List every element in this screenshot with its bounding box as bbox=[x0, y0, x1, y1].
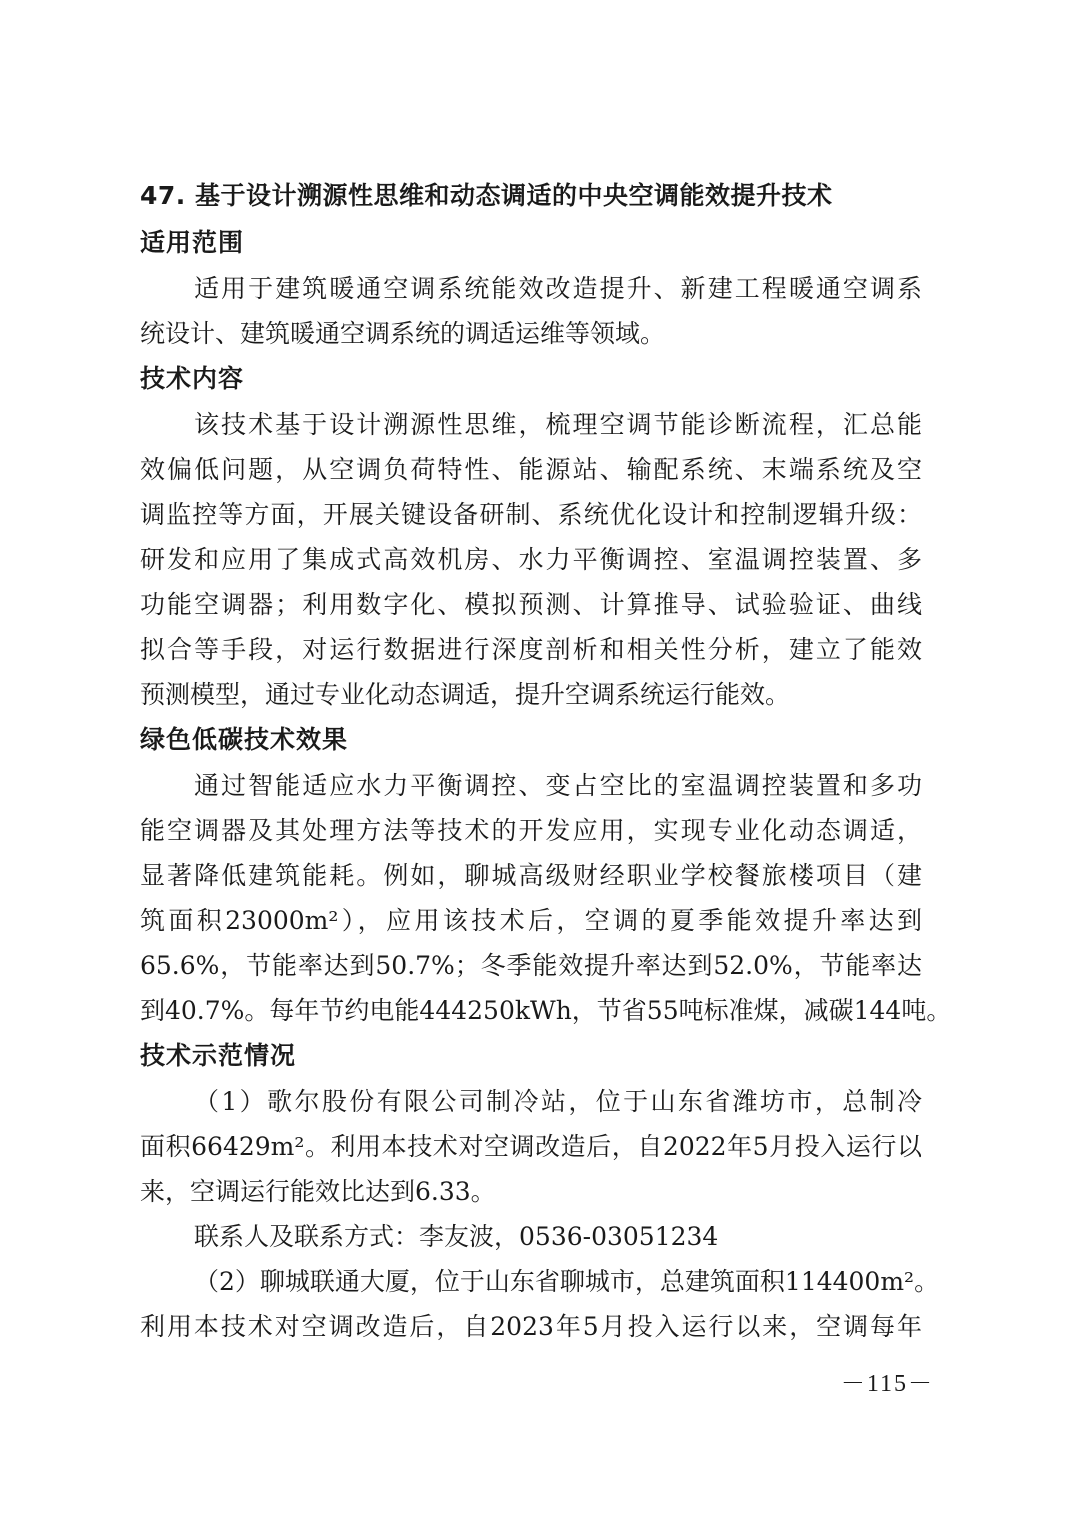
heading-effect: 绿色低碳技术效果 bbox=[140, 725, 349, 754]
text-line: 调监控等方面，开展关键设备研制、系统优化设计和控制逻辑升级： bbox=[140, 500, 922, 529]
paragraph-contact bbox=[140, 1214, 922, 1259]
text-line: 显著降低建筑能耗。例如，聊城高级财经职业学校餐旅楼项目（建 bbox=[140, 861, 922, 890]
paragraph-content bbox=[140, 402, 922, 717]
paragraph-demo-case1 bbox=[140, 1079, 922, 1214]
section-title: 47. 基于设计溯源性思维和动态调适的中央空调能效提升技术 bbox=[140, 181, 833, 210]
text-line: 65.6%，节能率达到50.7%；冬季能效提升率达到52.0%，节能率达 bbox=[140, 951, 922, 980]
heading-scope: 适用范围 bbox=[140, 228, 245, 257]
paragraph-effect bbox=[140, 763, 952, 1033]
text-line: 到40.7%。每年节约电能444250kWh，节省55吨标准煤，减碳144吨。 bbox=[140, 996, 952, 1025]
text-line: 适用于建筑暖通空调系统能效改造提升、新建工程暖通空调系 bbox=[194, 274, 922, 303]
text-line: （2）聊城联通大厦，位于山东省聊城市，总建筑面积114400m²。 bbox=[194, 1267, 940, 1296]
text-line: 能空调器及其处理方法等技术的开发应用，实现专业化动态调适， bbox=[140, 816, 922, 845]
text-line: 统设计、建筑暖通空调系统的调适运维等领域。 bbox=[140, 319, 666, 348]
text-line: 预测模型，通过专业化动态调适，提升空调系统运行能效。 bbox=[140, 680, 791, 709]
text-line: 通过智能适应水力平衡调控、变占空比的室温调控装置和多功 bbox=[194, 771, 922, 800]
paragraph-demo-case2 bbox=[140, 1259, 940, 1349]
text-line: 筑面积23000m²），应用该技术后，空调的夏季能效提升率达到 bbox=[140, 906, 922, 935]
text-line: 功能空调器；利用数字化、模拟预测、计算推导、试验验证、曲线 bbox=[140, 590, 922, 619]
text-line: 来，空调运行能效比达到6.33。 bbox=[140, 1177, 496, 1206]
text-line: （1）歌尔股份有限公司制冷站，位于山东省潍坊市，总制冷 bbox=[194, 1087, 922, 1116]
text-line: 面积66429m²。利用本技术对空调改造后，自2022年5月投入运行以 bbox=[140, 1132, 922, 1161]
contact-line: 联系人及联系方式：李友波，0536-03051234 bbox=[194, 1222, 719, 1251]
paragraph-scope bbox=[140, 266, 922, 356]
text-line: 研发和应用了集成式高效机房、水力平衡调控、室温调控装置、多 bbox=[140, 545, 922, 574]
document-page bbox=[140, 172, 952, 1349]
page-number: －115－ bbox=[840, 1371, 934, 1397]
heading-content: 技术内容 bbox=[140, 364, 245, 393]
heading-demo: 技术示范情况 bbox=[140, 1041, 297, 1070]
text-line: 该技术基于设计溯源性思维，梳理空调节能诊断流程，汇总能 bbox=[194, 410, 922, 439]
text-line: 拟合等手段，对运行数据进行深度剖析和相关性分析，建立了能效 bbox=[140, 635, 922, 664]
text-line: 效偏低问题，从空调负荷特性、能源站、输配系统、末端系统及空 bbox=[140, 455, 922, 484]
text-line: 利用本技术对空调改造后，自2023年5月投入运行以来，空调每年 bbox=[140, 1312, 922, 1341]
